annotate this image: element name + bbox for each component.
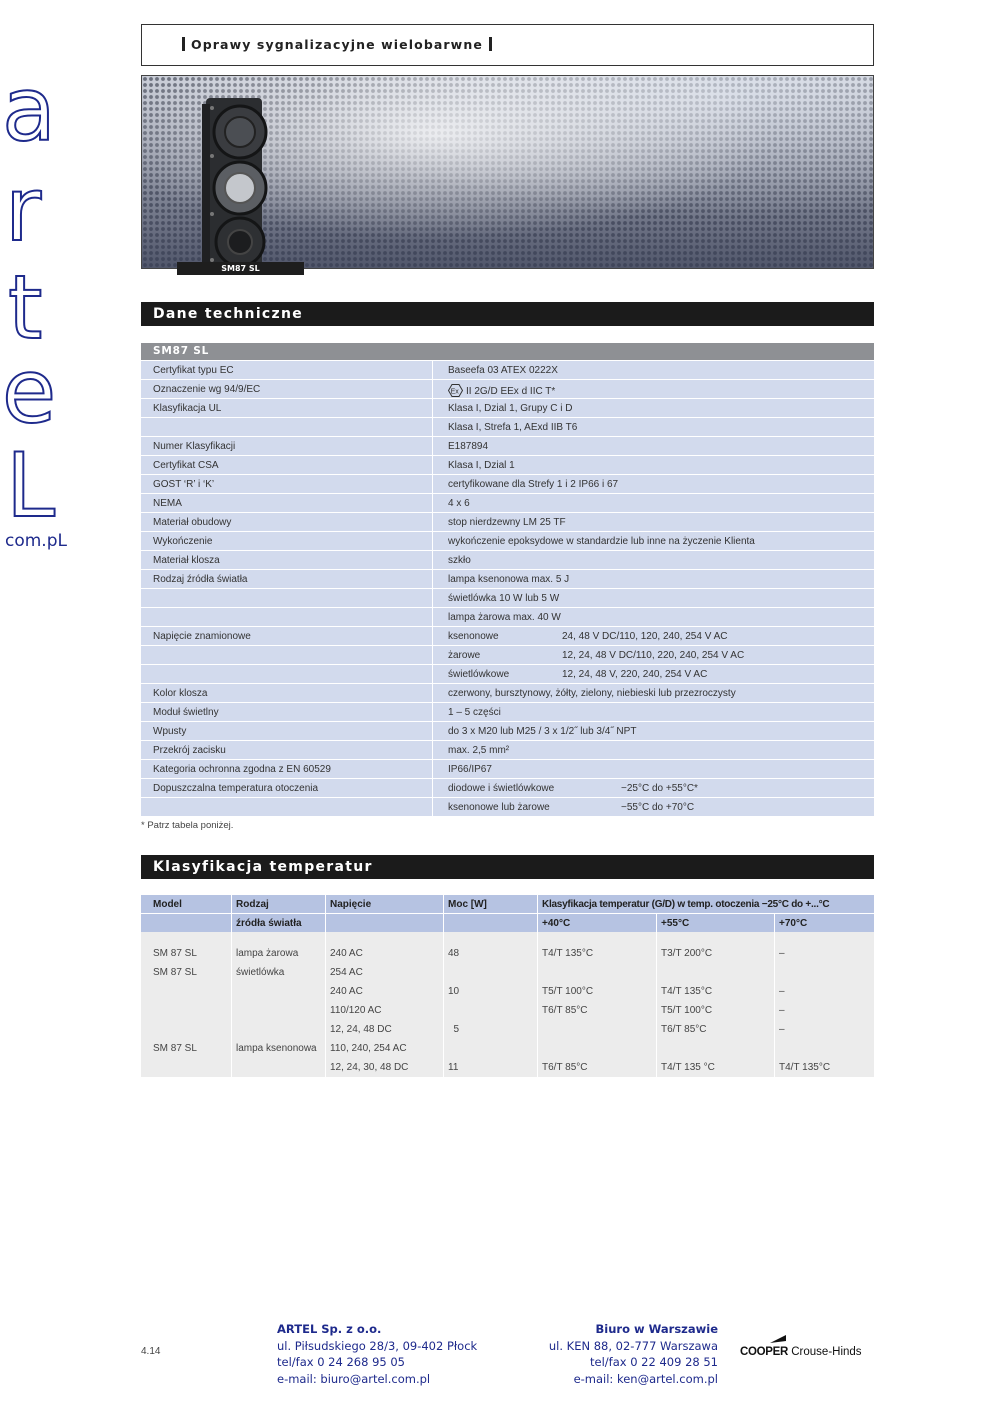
address-street: ul. KEN 88, 02-777 Warszawa: [548, 1338, 718, 1353]
ex-hexagon-icon: [448, 384, 463, 397]
logo-letter-a: a: [2, 70, 56, 161]
th-source: Rodzaj: [236, 899, 269, 910]
temp-spacer: [141, 932, 874, 944]
header-bar-left: [182, 37, 185, 51]
th-voltage: Napięcie: [330, 899, 372, 910]
td-source: świetlówka: [236, 967, 285, 978]
td-t40: T5/T 100°C: [542, 986, 594, 997]
spec-row: [141, 512, 874, 531]
td-power: 48: [448, 948, 460, 959]
spec-value: 12, 24, 48 V DC/110, 220, 240, 254 V AC: [562, 650, 745, 661]
spec-value: lampa żarowa max. 40 W: [448, 612, 561, 623]
td-source: lampa ksenonowa: [236, 1043, 317, 1054]
td-model: SM 87 SL: [153, 967, 197, 978]
artel-side-logo: [2, 70, 82, 560]
spec-value: E187894: [448, 441, 489, 452]
td-voltage: 110/120 AC: [330, 1005, 382, 1016]
spec-label: Materiał klosza: [153, 555, 220, 566]
spec-label: Certyfikat CSA: [153, 460, 219, 471]
product-banner: [141, 75, 874, 269]
spec-row: [141, 455, 874, 474]
spec-value: max. 2,5 mm²: [448, 745, 510, 756]
spec-label: Kategoria ochronna zgodna z EN 60529: [153, 764, 331, 775]
product-label: SM87 SL: [177, 262, 304, 275]
spec-row: [141, 702, 874, 721]
table-row: [141, 944, 874, 963]
td-voltage: 12, 24, 30, 48 DC: [330, 1062, 409, 1073]
th-t55: +55°C: [661, 918, 690, 929]
td-voltage: 110, 240, 254 AC: [330, 1043, 407, 1054]
spec-label: Oznaczenie wg 94/9/EC: [153, 384, 261, 395]
spec-label: Dopuszczalna temperatura otoczenia: [153, 783, 319, 794]
td-voltage: 240 AC: [330, 986, 363, 997]
table-row: [141, 1058, 874, 1077]
th-t70: +70°C: [779, 918, 808, 929]
spec-row: [141, 645, 874, 664]
th-class: Klasyfikacja temperatur (G/D) w temp. otoczenia −25°C do +...°C: [542, 899, 830, 910]
logo-letter-e: e: [2, 340, 57, 443]
address-email: e-mail: biuro@artel.com.pl: [277, 1371, 431, 1386]
table-row: [141, 963, 874, 982]
crouse-hinds-name: Crouse-Hinds: [788, 1346, 862, 1358]
spec-value: szkło: [448, 555, 471, 566]
td-t70: –: [779, 1024, 785, 1035]
section-technical-title: Dane techniczne: [141, 302, 874, 326]
spec-label: Wykończenie: [153, 536, 213, 547]
address-warsaw: [549, 1321, 718, 1387]
th-t40: +40°C: [542, 918, 571, 929]
spec-row: [141, 531, 874, 550]
td-model: SM 87 SL: [153, 948, 197, 959]
td-t70: –: [779, 948, 785, 959]
section-temp-title: Klasyfikacja temperatur: [141, 855, 874, 879]
logo-letter-r: r: [5, 158, 42, 261]
spec-row: [141, 721, 874, 740]
td-t55: T6/T 85°C: [661, 1024, 707, 1035]
spec-label: Napięcie znamionowe: [153, 631, 251, 642]
temp-header-row-2: [141, 913, 874, 932]
spec-subtype: żarowe: [448, 650, 481, 661]
spec-value: Klasa I, Dzial 1: [448, 460, 515, 471]
spec-row: [141, 379, 874, 398]
logo-letter-t: t: [8, 256, 43, 359]
spec-row: [141, 740, 874, 759]
spec-row: [141, 664, 874, 683]
spec-value: stop nierdzewny LM 25 TF: [448, 517, 566, 528]
header-title-wrap: [176, 37, 498, 52]
td-t55: T3/T 200°C: [661, 948, 713, 959]
spec-label: Materiał obudowy: [153, 517, 232, 528]
spec-footnote: * Patrz tabela poniżej.: [141, 820, 234, 831]
logo-letter-l: L: [6, 434, 56, 537]
spec-value: Klasa I, Dzial 1, Grupy C i D: [448, 403, 573, 414]
td-t55: T4/T 135°C: [661, 986, 713, 997]
spec-value: świetlówka 10 W lub 5 W: [448, 593, 560, 604]
spec-value: IP66/IP67: [448, 764, 492, 775]
spec-row: [141, 493, 874, 512]
td-t70: T4/T 135°C: [779, 1062, 831, 1073]
spec-value: Klasa I, Strefa 1, AExd IIB T6: [448, 422, 578, 433]
spec-label: Rodzaj źródła światła: [153, 574, 248, 585]
spec-row: [141, 607, 874, 626]
spec-label: Numer Klasyfikacji: [153, 441, 236, 452]
td-power: 11: [448, 1062, 459, 1073]
spec-value: do 3 x M20 lub M25 / 3 x 1/2˝ lub 3/4˝ NPT: [448, 726, 637, 737]
spec-value: 1 – 5 części: [448, 707, 501, 718]
spec-value: II 2G/D EEx d IIC T*: [466, 386, 556, 397]
td-t55: T5/T 100°C: [661, 1005, 713, 1016]
td-t70: –: [779, 1005, 785, 1016]
spec-value: Baseefa 03 ATEX 0222X: [448, 365, 558, 376]
spec-row: [141, 778, 874, 797]
table-row: [141, 1020, 874, 1039]
spec-subtype: świetlówkowe: [448, 669, 510, 680]
spec-row: [141, 417, 874, 436]
address-phone: tel/fax 0 22 409 28 51: [590, 1355, 718, 1369]
temp-header-row-1: [141, 894, 874, 913]
td-voltage: 254 AC: [330, 967, 363, 978]
td-t40: T4/T 135°C: [542, 948, 594, 959]
th-model: Model: [153, 899, 182, 910]
header-bar-right: [489, 37, 492, 51]
td-voltage: 240 AC: [330, 948, 363, 959]
product-image: [200, 96, 272, 269]
address-plock: [277, 1321, 477, 1387]
spec-table: [141, 343, 874, 816]
spec-row: [141, 398, 874, 417]
ex-symbol: Ex: [450, 388, 459, 396]
spec-row: [141, 569, 874, 588]
spec-label: GOST ‘R’ i ‘K’: [153, 479, 215, 490]
spec-subtype: ksenonowe lub żarowe: [448, 802, 550, 813]
td-power: 10: [448, 986, 460, 997]
th-power: Moc [W]: [448, 899, 487, 910]
spec-value: czerwony, bursztynowy, żółty, zielony, niebieski lub przezroczysty: [448, 688, 736, 699]
spec-row: [141, 759, 874, 778]
spec-label: NEMA: [153, 498, 182, 509]
spec-value: certyfikowane dla Strefy 1 i 2 IP66 i 67: [448, 479, 619, 490]
spec-label: Klasyfikacja UL: [153, 403, 222, 414]
table-row: [141, 1039, 874, 1058]
spec-row: [141, 360, 874, 379]
company-name: ARTEL Sp. z o.o.: [277, 1322, 382, 1336]
td-t40: T6/T 85°C: [542, 1005, 588, 1016]
spec-label: Kolor klosza: [153, 688, 208, 699]
spec-label: Moduł świetlny: [153, 707, 219, 718]
address-street: ul. Piłsudskiego 28/3, 09-402 Płock: [277, 1338, 478, 1353]
td-power: 5: [448, 1024, 460, 1035]
spec-value: −25°C do +55°C*: [621, 783, 698, 794]
td-t40: T6/T 85°C: [542, 1062, 588, 1073]
spec-label: Certyfikat typu EC: [153, 365, 234, 376]
spec-subtype: ksenonowe: [448, 631, 499, 642]
td-t55: T4/T 135 °C: [661, 1062, 715, 1073]
spec-value: 24, 48 V DC/110, 120, 240, 254 V AC: [562, 631, 728, 642]
page-header: [141, 24, 874, 66]
header-title: Oprawy sygnalizacyjne wielobarwne: [191, 37, 483, 52]
cooper-crouse-hinds-logo: [740, 1346, 862, 1358]
cooper-name: COOPER: [740, 1346, 789, 1358]
table-row: [141, 1001, 874, 1020]
spec-subtype: diodowe i świetlówkowe: [448, 783, 555, 794]
office-name: Biuro w Warszawie: [595, 1322, 718, 1336]
spec-model-header: SM87 SL: [141, 343, 874, 360]
spec-value: 12, 24, 48 V, 220, 240, 254 V AC: [562, 669, 708, 680]
spec-value: wykończenie epoksydowe w standardzie lub inne na życzenie Klienta: [448, 536, 755, 547]
spec-row: [141, 474, 874, 493]
td-model: SM 87 SL: [153, 1043, 197, 1054]
spec-label: Wpusty: [153, 726, 187, 737]
spec-value: lampa ksenonowa max. 5 J: [448, 574, 570, 585]
spec-row: [141, 797, 874, 816]
spec-value: −55°C do +70°C: [621, 802, 695, 813]
spec-row: [141, 588, 874, 607]
th-source-2: źródła światła: [236, 918, 302, 929]
page-number: 4.14: [141, 1346, 161, 1357]
logo-domain: com.pL: [5, 531, 67, 551]
td-source: lampa żarowa: [236, 948, 299, 959]
spec-row: [141, 626, 874, 645]
spec-value-wrap: [448, 384, 555, 397]
spec-value: 4 x 6: [448, 498, 470, 509]
td-voltage: 12, 24, 48 DC: [330, 1024, 392, 1035]
spec-label: Przekrój zacisku: [153, 745, 226, 756]
spec-row: [141, 683, 874, 702]
spec-row: [141, 550, 874, 569]
table-row: [141, 982, 874, 1001]
temp-table: [141, 894, 874, 1077]
td-t70: –: [779, 986, 785, 997]
address-phone: tel/fax 0 24 268 95 05: [277, 1355, 405, 1369]
spec-row: [141, 436, 874, 455]
address-email: e-mail: ken@artel.com.pl: [573, 1371, 718, 1386]
